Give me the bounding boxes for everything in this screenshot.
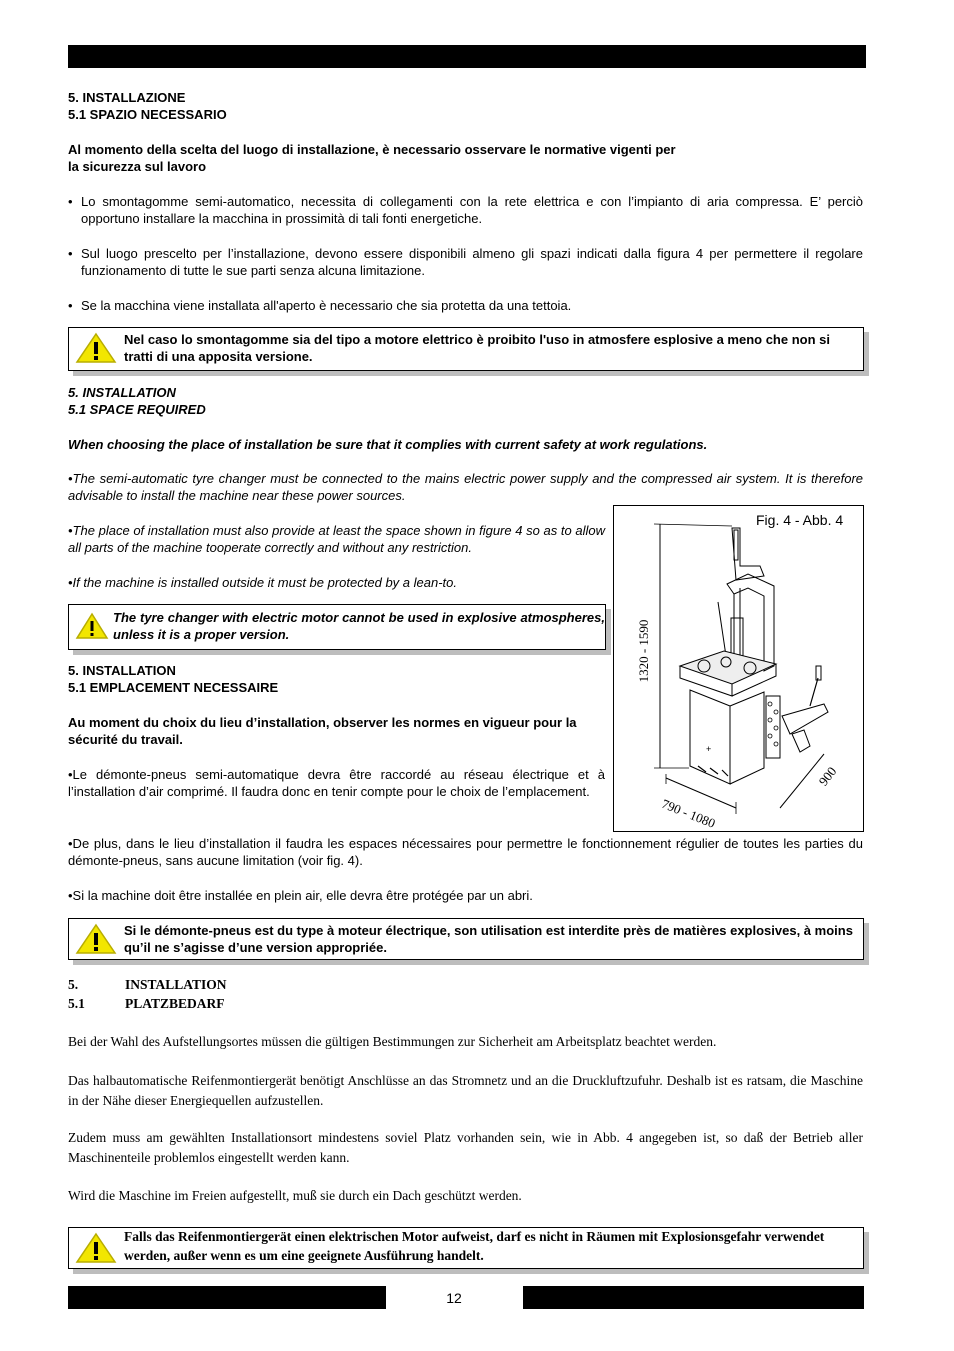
it-heading: 5. INSTALLAZIONE: [68, 90, 186, 105]
it-subheading: 5.1 SPAZIO NECESSARIO: [68, 107, 227, 122]
it-bullet-text-2: Sul luogo prescelto per l’installazione, devono essere disponibili almeno gli spazi indicati dalla figura 4 per permettere il regolare funzionamento di tutte le sue parti senza alcuna limitazione.: [81, 246, 863, 278]
it-bullet-2: [68, 245, 863, 279]
dimension-depth-label: 900: [815, 763, 840, 789]
bullet-mark: •: [68, 246, 73, 261]
en-warning-box: [68, 604, 606, 650]
en-paragraph-2: •The place of installation must also provide at least the space shown in figure 4 so as to allow all parts of the machine tooperate correctly and without any restriction.: [68, 523, 605, 555]
dimension-height-label: 1320 - 1590: [636, 619, 651, 683]
figure-4: [613, 505, 864, 832]
warning-triangle-icon: [75, 332, 117, 364]
fr-warning-box: [68, 918, 864, 960]
de-heading: [68, 975, 468, 995]
bullet-mark: •: [68, 194, 73, 209]
de-paragraph-3: Zudem muss am gewählten Installationsort mindestens soviel Platz vorhanden sein, wie in Abb. 4 angegeben ist, so daß der Betrieb aller Maschinenteile problemlos eingestellt werden kann.: [68, 1130, 863, 1165]
fr-subheading: 5.1 EMPLACEMENT NECESSAIRE: [68, 680, 279, 695]
svg-text:+: +: [706, 744, 712, 754]
header-bar: [68, 45, 866, 68]
en-warning-text: The tyre changer with electric motor cannot be used in explosive atmospheres, unless it is a proper version.: [113, 610, 605, 642]
de-paragraph-4: Wird die Maschine im Freien aufgestellt, muß sie durch ein Dach geschützt werden.: [68, 1188, 522, 1203]
fr-section-title: [68, 662, 608, 696]
fr-intro: Au moment du choix du lieu d’installation, observer les normes en vigueur pour la sécurité du travail.: [68, 715, 577, 747]
it-bullet-1: [68, 193, 863, 227]
de-heading-text: INSTALLATION: [125, 977, 227, 992]
footer-bar-left: [68, 1286, 386, 1309]
fr-paragraph-1: •Le démonte-pneus semi-automatique devra être raccordé au réseau électrique et à l’installation d’air comprimé. Il faudra donc en tenir compte pour le choix de l’emplacement.: [68, 767, 605, 799]
it-bullet-text-3: Se la macchina viene installata all'aperto è necessario che sia protetta da una tettoia.: [81, 298, 572, 313]
de-paragraph-1: Bei der Wahl des Aufstellungsortes müssen die gültigen Bestimmungen zur Sicherheit am Arbeitsplatz beachtet werden.: [68, 1034, 717, 1049]
it-bullet-text-1: Lo smontagomme semi-automatico, necessita di collegamenti con la rete elettrica e con l’impianto di aria compressa. E’ perciò opportuno installare la macchina in prossimità di tali fonti energetiche.: [81, 194, 863, 226]
fr-heading: 5. INSTALLATION: [68, 663, 176, 678]
en-paragraph-3: •If the machine is installed outside it must be protected by a lean-to.: [68, 575, 457, 590]
fr-paragraph-3: •Si la machine doit être installée en plein air, elle devra être protégée par un abri.: [68, 888, 533, 903]
en-intro: When choosing the place of installation be sure that it complies with current safety at work regulations.: [68, 437, 708, 452]
it-warning-text: Nel caso lo smontagomme sia del tipo a motore elettrico è proibito l'uso in atmosfere esplosive a meno che non si tratti di una apposita versione.: [124, 332, 830, 364]
en-heading: 5. INSTALLATION: [68, 385, 176, 400]
de-paragraph-2: Das halbautomatische Reifenmontiergerät benötigt Anschlüsse an das Stromnetz und an die Druckluftzufuhr. Deshalb ist es ratsam, die Maschine in der Nähe dieser Energiequellen aufzustellen.: [68, 1073, 863, 1108]
en-paragraph-1: •The semi-automatic tyre changer must be connected to the mains electric power supply and the compressed air system. It is therefore advisable to install the machine near these power sources.: [68, 471, 863, 503]
it-intro: [68, 141, 858, 175]
de-heading-number: 5.: [68, 977, 79, 992]
de-warning-box: [68, 1227, 864, 1269]
footer-bar-right: [523, 1286, 864, 1309]
dimension-width-label: 790 - 1080: [659, 795, 718, 831]
warning-triangle-icon: [75, 612, 109, 640]
it-warning-box: [68, 327, 864, 371]
page-number: 12: [446, 1290, 462, 1306]
fr-paragraph-2: •De plus, dans le lieu d’installation il faudra les espaces nécessaires pour permettre le fonctionnement régulier de toutes les parties du démonte-pneus, sans aucune limitation (voir fig. 4).: [68, 836, 863, 868]
en-section-title: [68, 384, 668, 418]
de-subheading-number: 5.1: [68, 996, 85, 1011]
de-subheading: [68, 994, 468, 1014]
it-intro-line-2: la sicurezza sul lavoro: [68, 159, 207, 174]
it-section-title: [68, 89, 668, 123]
bullet-mark: •: [68, 298, 73, 313]
de-warning-text: Falls das Reifenmontiergerät einen elektrischen Motor aufweist, darf es nicht in Räumen mit Explosionsgefahr verwendet werden, außer wenn es um eine geeignete Ausführung handelt.: [124, 1229, 825, 1263]
de-subheading-text: PLATZBEDARF: [125, 996, 225, 1011]
warning-triangle-icon: [75, 923, 117, 955]
en-subheading: 5.1 SPACE REQUIRED: [68, 402, 206, 417]
it-intro-line-1: Al momento della scelta del luogo di installazione, è necessario osservare le normative vigenti per: [68, 142, 676, 157]
fr-warning-text: Si le démonte-pneus est du type à moteur électrique, son utilisation est interdite près de matières explosives, à moins qu’il ne s’agisse d’une version appropriée.: [124, 923, 853, 955]
warning-triangle-icon: [75, 1232, 117, 1264]
figure-caption: Fig. 4 - Abb. 4: [756, 512, 844, 528]
it-bullet-3: [68, 297, 863, 314]
